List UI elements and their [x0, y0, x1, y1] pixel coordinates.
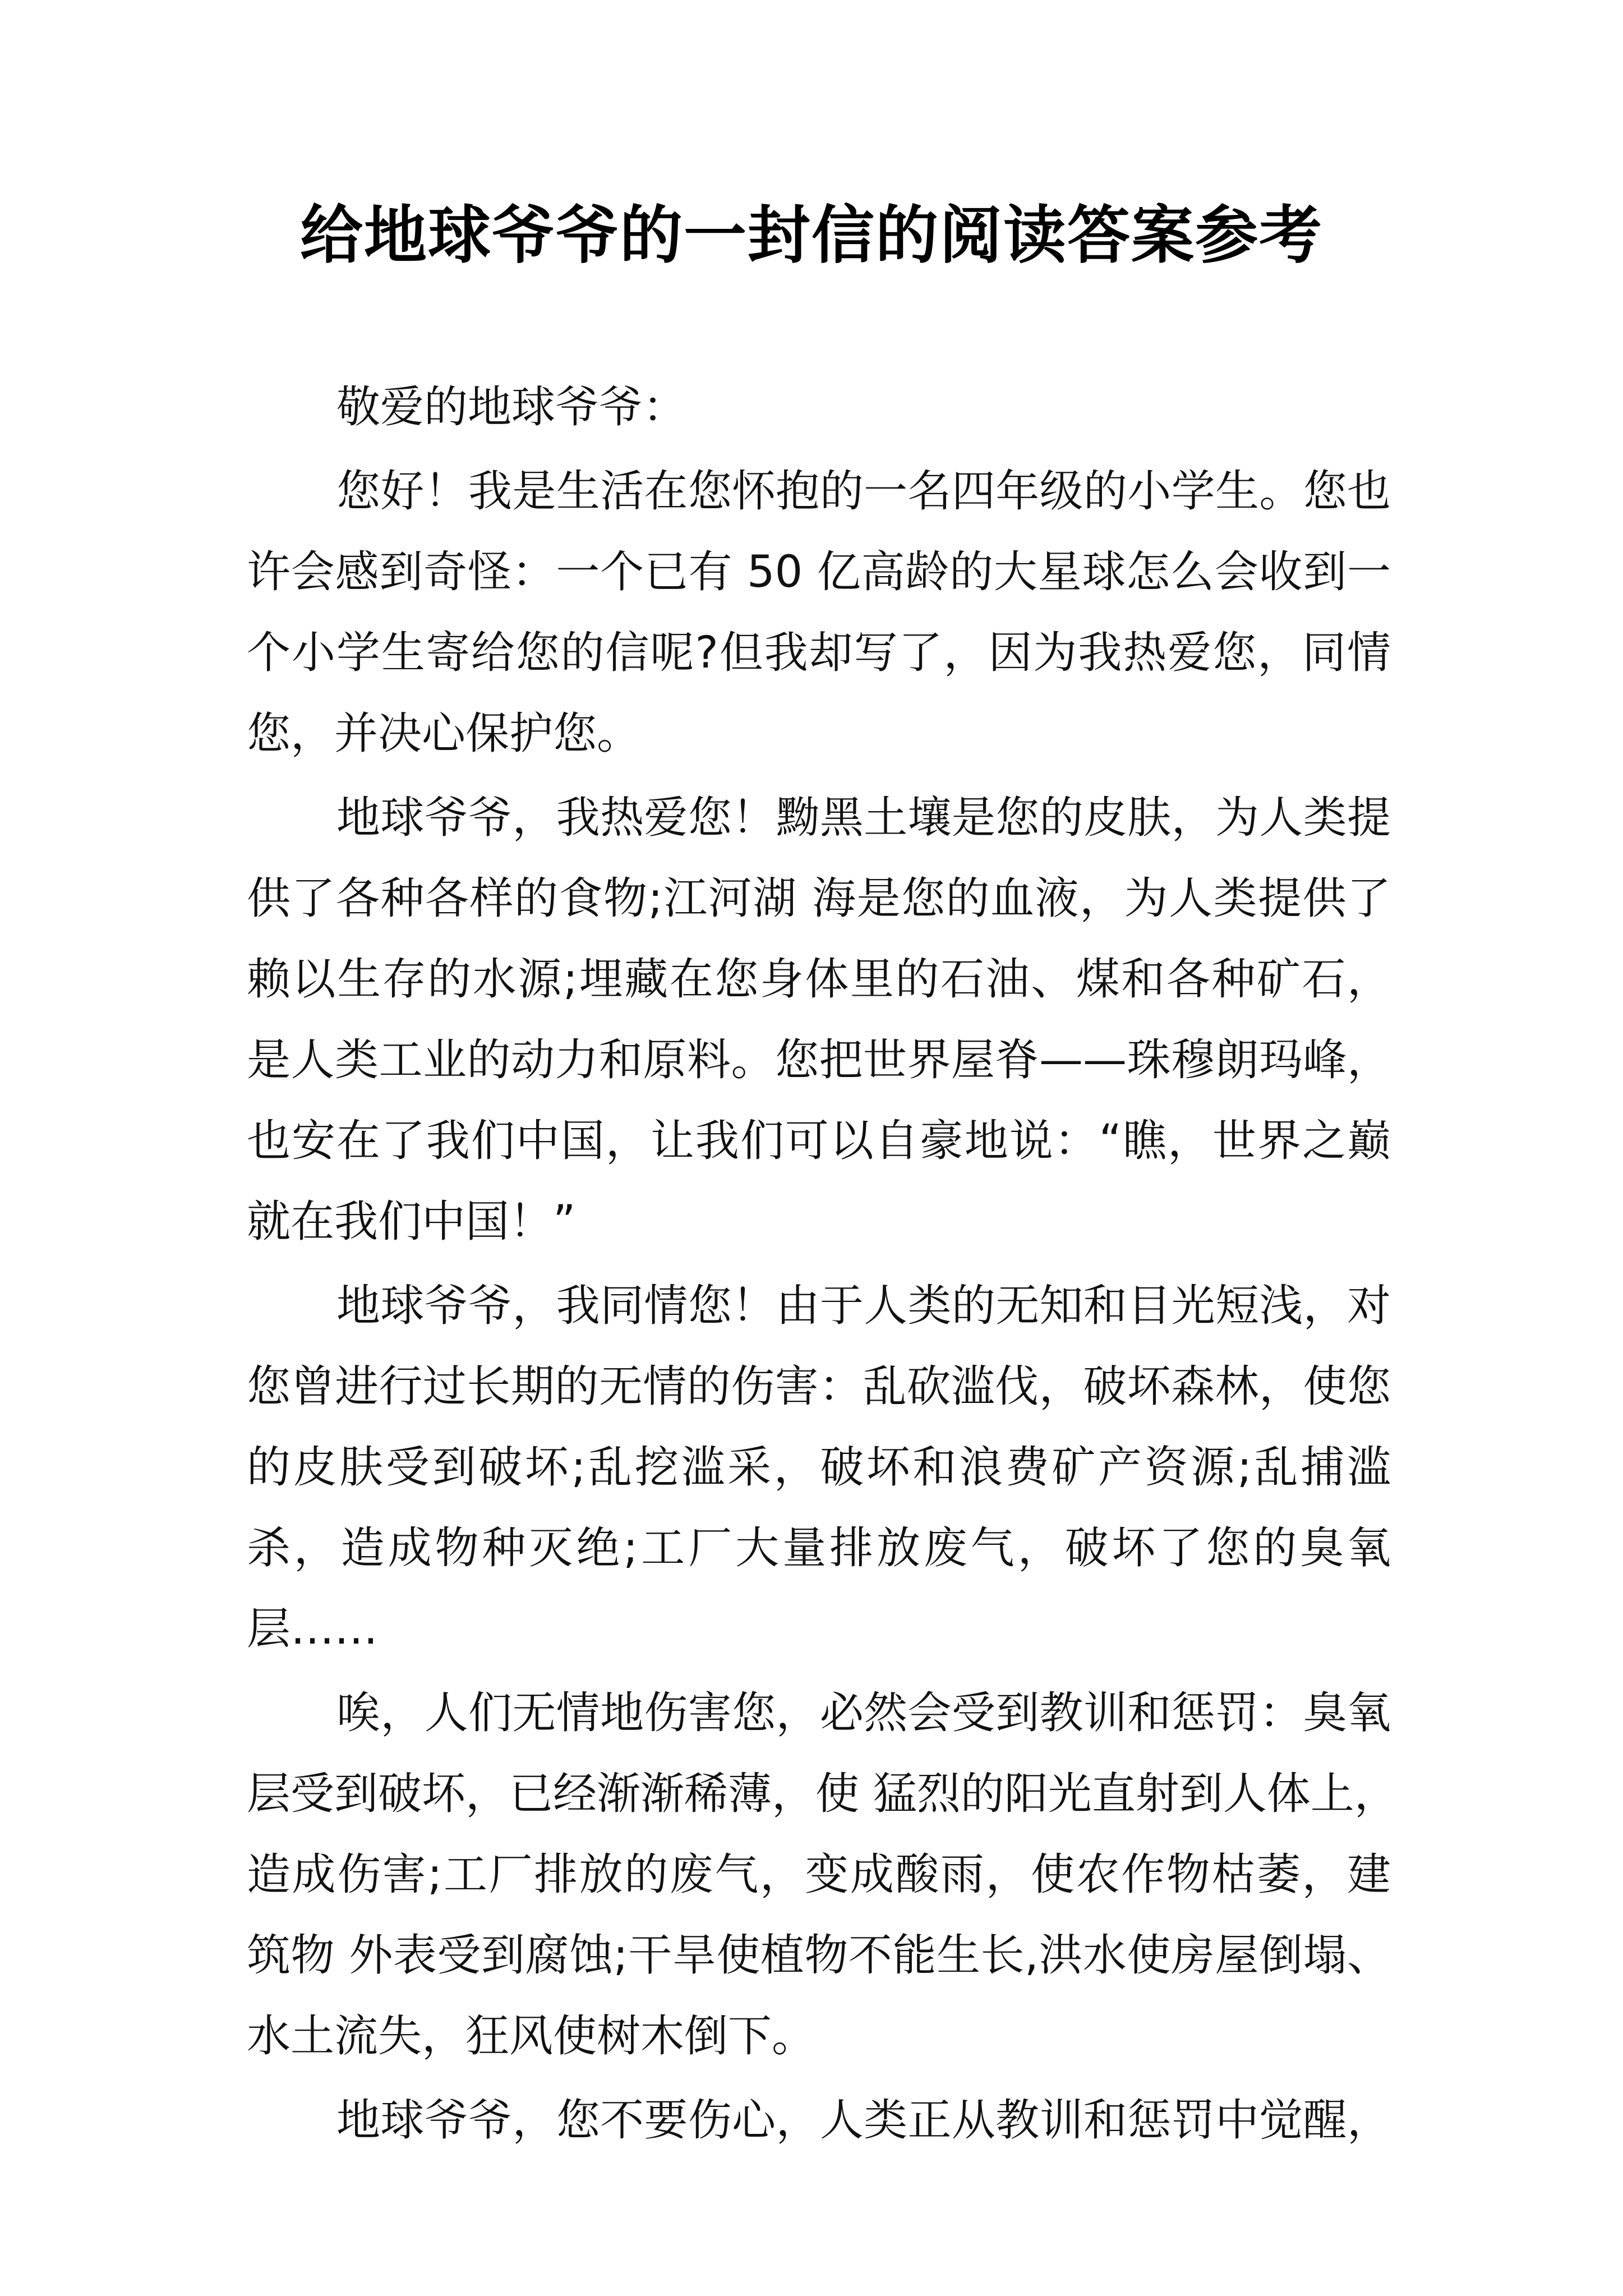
paragraph-2-line-4: 是人类工业的动力和原料。您把世界屋脊——珠穆朗玛峰，: [247, 1035, 1391, 1085]
paragraph-3-line-3: 的皮肤受到破坏;乱挖滥采，破坏和浪费矿产资源;乱捕滥: [247, 1442, 1391, 1493]
paragraph-2-line-6: 就在我们中国！”: [247, 1197, 576, 1247]
paragraph-3-line-4: 杀，造成物种灭绝;工厂大量排放废气，破坏了您的臭氧: [247, 1523, 1391, 1573]
paragraph-3-line-1: 地球爷爷，我同情您！由于人类的无知和目光短浅，对: [336, 1281, 1391, 1331]
paragraph-4-line-5: 水土流失，狂风使树木倒下。: [247, 2011, 816, 2062]
paragraph-1-line-2: 许会感到奇怪：一个已有 50 亿高龄的大星球怎么会收到一: [247, 547, 1391, 597]
paragraph-4-line-4: 筑物 外表受到腐蚀;干旱使植物不能生长,洪水使房屋倒塌、: [247, 1930, 1391, 1981]
document-title: 给地球爷爷的一封信的阅读答案参考: [300, 199, 1323, 272]
paragraph-4-line-3: 造成伤害;工厂排放的废气，变成酸雨，使农作物枯萎，建: [247, 1849, 1391, 1900]
paragraph-1-line-3: 个小学生寄给您的信呢?但我却写了，因为我热爱您，同情: [247, 628, 1391, 678]
paragraph-2-line-3: 赖以生存的水源;埋藏在您身体里的石油、煤和各种矿石，: [247, 954, 1391, 1005]
paragraph-3-line-5: 层……: [247, 1604, 379, 1654]
paragraph-3-line-2: 您曾进行过长期的无情的伤害：乱砍滥伐，破坏森林，使您: [247, 1361, 1391, 1412]
paragraph-1-line-4: 您，并决心保护您。: [247, 708, 641, 759]
salutation: 敬爱的地球爷爷：: [336, 382, 687, 432]
paragraph-2-line-1: 地球爷爷，我热爱您！黝黑土壤是您的皮肤，为人类提: [336, 793, 1391, 843]
paragraph-4-line-2: 层受到破坏，已经渐渐稀薄，使 猛烈的阳光直射到人体上，: [247, 1769, 1398, 1819]
paragraph-5-line-1: 地球爷爷，您不要伤心，人类正从教训和惩罚中觉醒，: [336, 2095, 1391, 2146]
paragraph-4-line-1: 唉，人们无情地伤害您，必然会受到教训和惩罚：臭氧: [336, 1688, 1391, 1738]
paragraph-1-line-1: 您好！我是生活在您怀抱的一名四年级的小学生。您也: [336, 466, 1391, 517]
paragraph-2-line-5: 也安在了我们中国，让我们可以自豪地说：“瞧，世界之巅: [247, 1116, 1391, 1166]
paragraph-2-line-2: 供了各种各样的食物;江河湖 海是您的血液，为人类提供了: [247, 873, 1391, 924]
